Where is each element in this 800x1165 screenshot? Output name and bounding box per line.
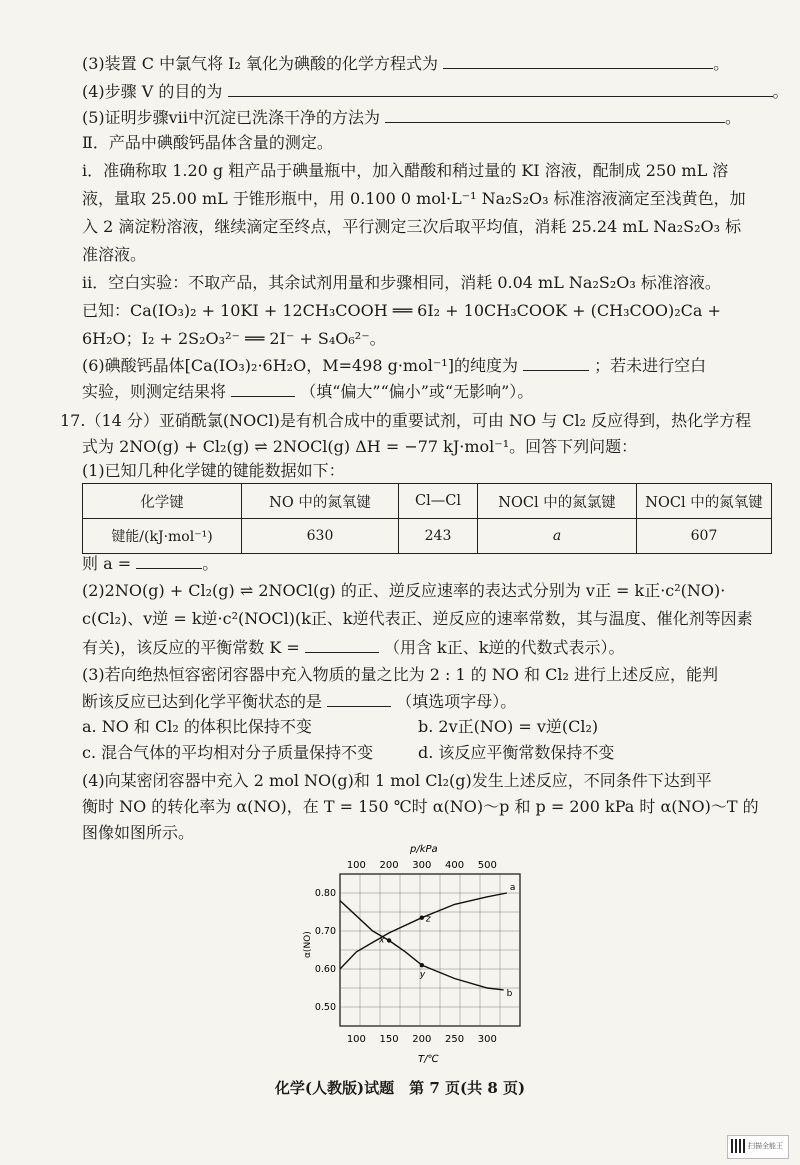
- bottom-tick-labels: [347, 1034, 497, 1045]
- q4-text: (4)步骤 V 的目的为: [82, 82, 223, 101]
- table-cell: a: [478, 519, 637, 554]
- q6-text-c: 实验，则测定结果将: [82, 382, 227, 401]
- q5-text: (5)证明步骤ⅶ中沉淀已洗涤干净的方法为: [82, 108, 380, 127]
- y-tick-label: 0.70: [314, 926, 336, 937]
- series-label-b: b: [506, 988, 513, 999]
- q4-answer-blank[interactable]: [228, 80, 773, 97]
- bottom-tick-label: 300: [477, 1034, 497, 1045]
- y-axis-label: α(NO): [303, 931, 313, 958]
- option-a: a. NO 和 Cl₂ 的体积比保持不变: [82, 717, 312, 736]
- scanner-watermark: [727, 1135, 789, 1159]
- q3-line: [82, 52, 762, 75]
- q4-line: [82, 80, 789, 103]
- q17-a-text: 则 a =: [82, 554, 132, 573]
- data-point-y: [420, 963, 424, 967]
- data-points: [378, 915, 431, 981]
- q17-part3-line-2: [82, 690, 762, 713]
- table-header: NO 中的氮氧键: [242, 484, 399, 519]
- q17-intro-2: 式为 2NO(g) + Cl₂(g) ⇌ 2NOCl(g) ΔH = −77 kJ·mol⁻¹。回答下列问题：: [82, 437, 638, 456]
- known-line-1: 已知：Ca(IO₃)₂ + 10KI + 12CH₃COOH ══ 6I₂ + 10CH₃COOK + (CH₃COO)₂Ca +: [82, 301, 721, 320]
- data-point-x: [387, 938, 391, 942]
- q17-intro-1: 17.（14 分）亚硝酰氯(NOCl)是有机合成中的重要试剂，可由 NO 与 Cl₂ 反应得到，热化学方程: [60, 411, 752, 430]
- q17-part3-line-1: (3)若向绝热恒容密闭容器中充入物质的量之比为 2 : 1 的 NO 和 Cl₂ 进行上述反应，能判: [82, 665, 718, 684]
- point-label-x: x: [379, 935, 385, 946]
- q17-part2-line-3: [82, 636, 762, 659]
- option-d: d. 该反应平衡常数保持不变: [418, 743, 615, 762]
- q6-line-2: [82, 380, 762, 403]
- q17-part2-line-2: c(Cl₂)、v逆 = k逆·c²(NOCl)(k正、k逆代表正、逆反应的速率常数，其与温度、催化剂等因素: [82, 609, 753, 628]
- q17-part1-answer: [82, 552, 762, 575]
- alpha-no-chart: [300, 840, 560, 1065]
- q4-period: 。: [772, 82, 789, 101]
- q17-part3-blank[interactable]: [327, 690, 391, 707]
- q3-text: (3)装置 C 中氯气将 I₂ 氧化为碘酸的化学方程式为: [82, 54, 438, 73]
- options-row-2: [82, 742, 762, 764]
- table-header: NOCl 中的氮氯键: [478, 484, 637, 519]
- y-tick-label: 0.50: [314, 1002, 336, 1013]
- step-i-line-3: 入 2 滴淀粉溶液，继续滴定至终点，平行测定三次后取平均值，消耗 25.24 mL Na₂S₂O₃ 标: [82, 217, 742, 236]
- bottom-tick-label: 150: [379, 1034, 399, 1045]
- q17-a-blank[interactable]: [136, 552, 202, 569]
- q5-period: 。: [725, 108, 742, 127]
- y-tick-label: 0.80: [314, 888, 336, 899]
- top-tick-labels: [347, 860, 497, 871]
- point-label-z: z: [425, 914, 431, 925]
- y-tick-label: 0.60: [314, 964, 336, 975]
- grid: [340, 874, 520, 1026]
- q6-text-b: ；若未进行空白: [594, 356, 707, 375]
- step-i-line-4: 准溶液。: [82, 245, 147, 264]
- q17-k-text: 有关)，该反应的平衡常数 K =: [82, 638, 300, 657]
- option-c: c. 混合气体的平均相对分子质量保持不变: [82, 743, 374, 762]
- q17-part3-text-b: （填选项字母）。: [396, 692, 517, 711]
- point-label-y: y: [419, 970, 426, 981]
- q17-part3-text: 断该反应已达到化学平衡状态的是: [82, 692, 323, 711]
- top-tick-label: 100: [346, 860, 366, 871]
- data-point-z: [420, 916, 424, 920]
- q17-part4-line-3: 图像如图所示。: [82, 823, 195, 842]
- top-tick-label: 400: [444, 860, 465, 871]
- table-cell: 630: [242, 519, 399, 554]
- q3-answer-blank[interactable]: [443, 52, 713, 69]
- section-2-heading: Ⅱ．产品中碘酸钙晶体含量的测定。: [82, 133, 333, 152]
- y-tick-labels: [315, 888, 336, 1013]
- step-ii-line: ⅱ．空白实验：不取产品，其余试剂用量和步骤相同，消耗 0.04 mL Na₂S₂O₃ 标准溶液。: [82, 273, 721, 292]
- q17-a-period: 。: [202, 554, 219, 573]
- option-b: b. 2v正(NO) = v逆(Cl₂): [418, 717, 599, 736]
- table-row: [83, 519, 772, 554]
- top-tick-label: 300: [412, 860, 432, 871]
- q17-part4-line-1: (4)向某密闭容器中充入 2 mol NO(g)和 1 mol Cl₂(g)发生上述反应，不同条件下达到平: [82, 771, 712, 790]
- table-cell: 607: [637, 519, 772, 554]
- q5-line: [82, 106, 762, 129]
- q17-k-blank[interactable]: [305, 636, 379, 653]
- top-tick-label: 200: [379, 860, 399, 871]
- bottom-axis-label: T/℃: [418, 1054, 439, 1065]
- top-tick-label: 500: [477, 860, 497, 871]
- q17-part2-line-1: (2)2NO(g) + Cl₂(g) ⇌ 2NOCl(g) 的正、逆反应速率的表达式分别为 v正 = k正·c²(NO)·: [82, 581, 726, 600]
- q6-effect-blank[interactable]: [231, 380, 295, 397]
- q17-part4-line-2: 衡时 NO 的转化率为 α(NO)，在 T = 150 ℃时 α(NO)～p 和 p = 200 kPa 时 α(NO)～T 的: [82, 797, 759, 816]
- bottom-tick-label: 250: [444, 1034, 465, 1045]
- step-i-line-1: ⅰ．准确称取 1.20 g 粗产品于碘量瓶中，加入醋酸和稍过量的 KI 溶液，配制成 250 mL 溶: [82, 161, 729, 180]
- q6-purity-blank[interactable]: [523, 354, 589, 371]
- bottom-tick-label: 200: [412, 1034, 432, 1045]
- top-axis-label: p/kPa: [410, 844, 438, 855]
- series-label-a: a: [509, 883, 516, 893]
- q3-period: 。: [713, 54, 730, 73]
- table-header: NOCl 中的氮氧键: [637, 484, 772, 519]
- q6-text-d: （填“偏大”“偏小”或“无影响”）。: [300, 382, 534, 401]
- q6-line-1: [82, 354, 762, 377]
- watermark-text: 扫描全能王: [748, 1142, 783, 1150]
- q5-answer-blank[interactable]: [385, 106, 725, 123]
- table-header-row: [83, 484, 772, 519]
- table-cell: 243: [399, 519, 478, 554]
- q17-k-text-b: （用含 k正、k逆的代数式表示）。: [383, 638, 625, 657]
- series-lines: [340, 883, 515, 999]
- page-footer: 化学(人教版)试题 第 7 页(共 8 页): [274, 1079, 526, 1097]
- table-header: 化学键: [83, 484, 242, 519]
- table-row-label: 键能/(kJ·mol⁻¹): [83, 519, 242, 554]
- q6-text-a: (6)碘酸钙晶体[Ca(IO₃)₂·6H₂O，M=498 g·mol⁻¹]的纯度为: [82, 356, 518, 375]
- table-header: Cl—Cl: [399, 484, 478, 519]
- bottom-tick-label: 100: [346, 1034, 366, 1045]
- bond-energy-table: [82, 483, 772, 554]
- qr-code-icon: [731, 1139, 745, 1153]
- options-row-1: [82, 716, 762, 738]
- known-line-2: 6H₂O；I₂ + 2S₂O₃²⁻ ══ 2I⁻ + S₄O₆²⁻。: [82, 329, 386, 348]
- q17-part1-text: (1)已知几种化学键的键能数据如下：: [82, 461, 345, 480]
- step-i-line-2: 液，量取 25.00 mL 于锥形瓶中，用 0.100 0 mol·L⁻¹ Na₂S₂O₃ 标准溶液滴定至浅黄色，加: [82, 189, 746, 208]
